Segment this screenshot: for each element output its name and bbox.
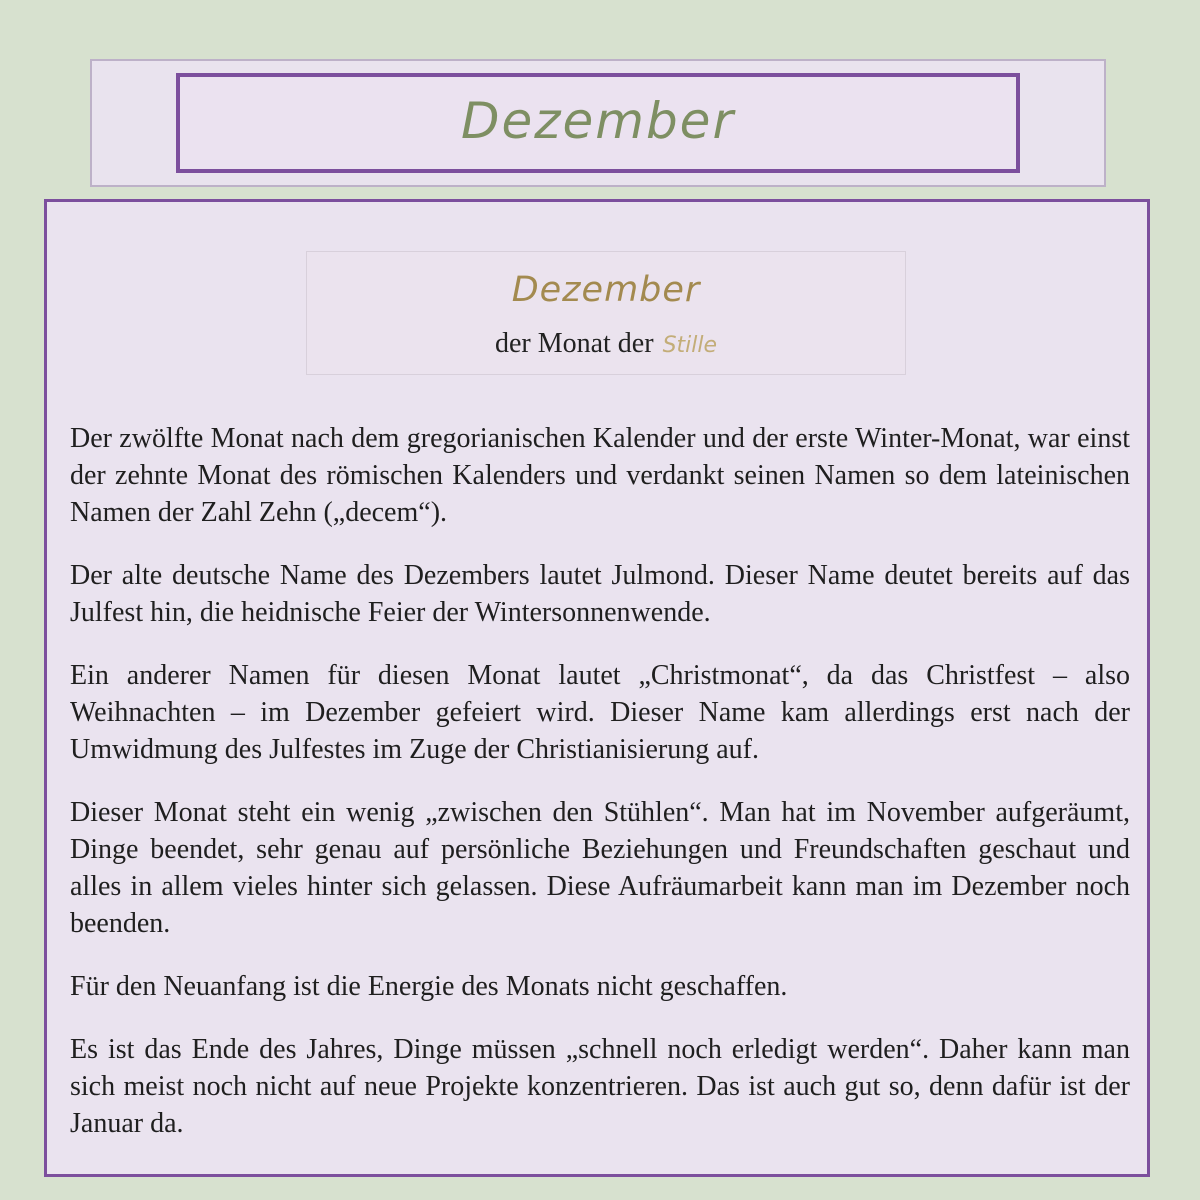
intro-heading: Dezember bbox=[511, 270, 701, 310]
main-content-panel bbox=[44, 199, 1150, 1177]
header-title-box bbox=[176, 73, 1020, 173]
article-body bbox=[70, 420, 1130, 1168]
intro-subtitle-accent: Stille bbox=[662, 333, 718, 358]
intro-subtitle-prefix: der Monat der bbox=[494, 328, 654, 359]
paragraph-1: Der zwölfte Monat nach dem gregorianischen Kalender und der erste Winter-Monat, war einst der zehnte Monat des römischen Kalenders und verdankt seinen Namen so dem lateinischen Namen der Zahl Zehn („decem“). bbox=[70, 423, 1130, 528]
paragraph-4: Dieser Monat steht ein wenig „zwischen den Stühlen“. Man hat im November aufgeräumt, Dinge beendet, sehr genau auf persönliche Beziehungen und Freundschaften geschaut und alles in allem vieles hinter sich gelassen. Diese Aufräumarbeit kann man im Dezember noch beenden. bbox=[70, 797, 1130, 939]
page-title: Dezember bbox=[460, 92, 736, 150]
intro-subtitle bbox=[307, 328, 905, 360]
paragraph-2: Der alte deutsche Name des Dezembers lautet Julmond. Dieser Name deutet bereits auf das Julfest hin, die heidnische Feier der Wintersonnenwende. bbox=[70, 560, 1130, 628]
paragraph-6: Es ist das Ende des Jahres, Dinge müssen „schnell noch erledigt werden“. Daher kann man sich meist noch nicht auf neue Projekte konzentrieren. Das ist auch gut so, denn dafür ist der Januar da. bbox=[70, 1034, 1130, 1139]
paragraph-5: Für den Neuanfang ist die Energie des Monats nicht geschaffen. bbox=[70, 971, 788, 1002]
paragraph-3: Ein anderer Namen für diesen Monat lautet „Christmonat“, da das Christfest – also Weihnachten – im Dezember gefeiert wird. Dieser Name kam allerdings erst nach der Umwidmung des Julfestes im Zuge der Christianisierung auf. bbox=[70, 660, 1130, 765]
intro-box bbox=[306, 251, 906, 375]
